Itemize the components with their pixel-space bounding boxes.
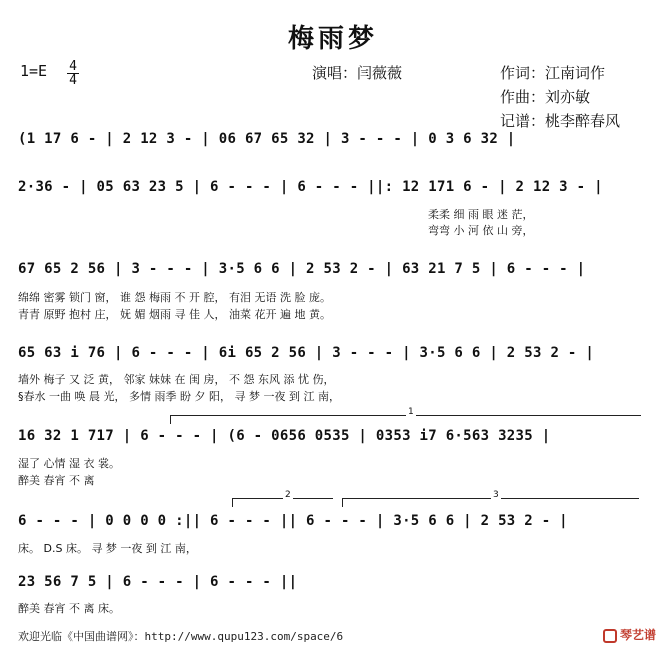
transcriber: 记谱：桃李醉春风 xyxy=(500,112,621,130)
site-logo xyxy=(603,626,656,643)
lyric-line-5b: 醉美 春宵 不 离 xyxy=(18,474,95,487)
logo-icon xyxy=(603,629,617,643)
score-line-7: 23 56 7 5 | 6 - - - | 6 - - - || xyxy=(18,574,298,590)
lyricist: 作词：江南词作 xyxy=(500,64,606,82)
score-line-6: 6 - - - | 0 0 0 0 :|| 6 - - - || 6 - - - | 3·5 6 6 | 2 53 2 - | xyxy=(18,513,568,529)
lyric-line-3a: 绵绵 密雾 锁门 窗， 谁 怨 梅雨 不 开 腔， 有泪 无语 洗 脸 庞。 xyxy=(18,291,331,304)
composer: 作曲：刘亦敏 xyxy=(500,88,591,106)
lyric-line-7: 醉美 春宵 不 离 床。 xyxy=(18,602,120,615)
footer-credit: 欢迎光临《中国曲谱网》：http://www.qupu123.com/space/6 xyxy=(18,630,344,643)
score-line-5: 16 32 1 717 | 6 - - - | (6 - 0656 0535 | 0353 i7 6·563 3235 | xyxy=(18,428,551,444)
lyric-line-6: 床。 D.S 床。 寻 梦 一夜 到 江 南， xyxy=(18,542,197,555)
time-signature-bottom: 4 xyxy=(69,73,77,88)
time-signature xyxy=(66,60,80,87)
lyric-line-5a: 湿了 心情 湿 衣 裳。 xyxy=(18,457,120,470)
singer: 演唱：闫薇薇 xyxy=(312,64,403,82)
volta-bracket-1: 1 xyxy=(170,415,641,424)
score-line-3: 67 65 2 56 | 3 - - - | 3·5 6 6 | 2 53 2 - | 63 21 7 5 | 6 - - - | xyxy=(18,261,586,277)
volta-bracket-2: 2 xyxy=(232,498,333,507)
logo-text: 琴艺谱 xyxy=(619,628,656,642)
score-line-2: 2·36 - | 05 63 23 5 | 6 - - - | 6 - - - ||: 12 171 6 - | 2 12 3 - | xyxy=(18,179,603,195)
time-signature-top: 4 xyxy=(69,59,77,74)
lyric-line-3b: 青青 原野 抱村 庄， 妩 媚 烟雨 寻 佳 人， 油菜 花开 遍 地 黄。 xyxy=(18,308,331,321)
key-signature: 1=E xyxy=(20,62,48,80)
lyric-line-2a: 柔柔 细 雨 眼 迷 茫， xyxy=(428,208,534,221)
score-line-4: 65 63 i 76 | 6 - - - | 6i 65 2 56 | 3 - - - | 3·5 6 6 | 2 53 2 - | xyxy=(18,345,595,361)
song-title: 梅雨梦 xyxy=(287,24,378,54)
lyric-line-4a: 墙外 梅子 又 泛 黄， 邻家 妹妹 在 闺 房， 不 怨 东风 添 忧 伤， xyxy=(18,373,335,386)
volta-bracket-3: 3 xyxy=(342,498,639,507)
score-line-1: (1 17 6 - | 2 12 3 - | 06 67 65 32 | 3 - - - | 0 3 6 32 | xyxy=(18,131,516,147)
lyric-line-2b: 弯弯 小 河 依 山 旁， xyxy=(428,224,534,237)
lyric-line-4b: §春水 一曲 唤 晨 光， 多情 雨季 盼 夕 阳， 寻 梦 一夜 到 江 南， xyxy=(18,390,340,403)
